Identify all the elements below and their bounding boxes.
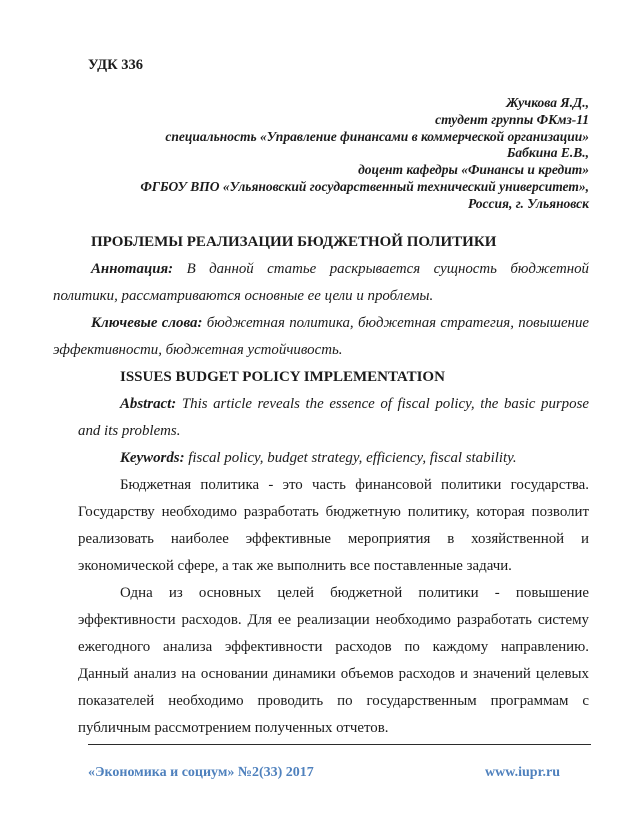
- keywords-ru-text: бюджетная политика, бюджетная стратегия, повышение эффективности, бюджетная устойчивость.: [53, 314, 589, 358]
- keywords-ru-paragraph: [53, 310, 589, 364]
- udk-code: УДК 336: [88, 57, 144, 73]
- annotation-label: Аннотация:: [91, 260, 174, 277]
- body-paragraph: Бюджетная политика - это часть финансовой политики государства. Государству необходимо разработать бюджетную политику, которая позволит реализовать наиболее эффективные мероприятия в хозяйственной и экономической сфере, а так же выполнить все поставленные задачи.: [78, 476, 589, 574]
- page-footer: [88, 764, 560, 782]
- journal-website-link[interactable]: www.iupr.ru: [485, 765, 560, 780]
- author-affiliation-line: специальность «Управление финансами в коммерческой организации»: [165, 128, 589, 144]
- journal-issue-label: «Экономика и социум» №2(33) 2017: [88, 765, 314, 780]
- keywords-en-label: Keywords:: [120, 449, 185, 466]
- author-location-line: Россия, г. Ульяновск: [468, 195, 589, 211]
- author-name-line: Бабкина Е.В.,: [506, 145, 589, 161]
- author-affiliation-line: ФГБОУ ВПО «Ульяновский государственный технический университет»,: [140, 178, 589, 194]
- keywords-ru-label: Ключевые слова:: [91, 314, 203, 331]
- keywords-en-paragraph: [78, 445, 589, 472]
- footer-divider: [88, 744, 591, 745]
- author-block: [78, 95, 589, 213]
- abstract-text: This article reveals the essence of fiscal policy, the basic purpose and its problems.: [78, 395, 589, 439]
- annotation-paragraph: [53, 256, 589, 310]
- abstract-paragraph: [78, 391, 589, 445]
- keywords-en-text: fiscal policy, budget strategy, efficiency, fiscal stability.: [188, 449, 517, 466]
- author-affiliation-line: доцент кафедры «Финансы и кредит»: [358, 162, 589, 178]
- article-title-ru: ПРОБЛЕМЫ РЕАЛИЗАЦИИ БЮДЖЕТНОЙ ПОЛИТИКИ: [91, 233, 497, 250]
- abstract-label: Abstract:: [120, 395, 177, 412]
- annotation-text: В данной статье раскрывается сущность бюджетной политики, рассматриваются основные ее цели и проблемы.: [53, 260, 589, 304]
- body-paragraph: Одна из основных целей бюджетной политики - повышение эффективности расходов. Для ее реализации необходимо разработать систему ежегодного анализа эффективности расходов по каждому направлению. Данный анализ на основании динамики объемов расходов и значений целевых показателей необходимо проводить по государственным программам с публичным рассмотрением полученных отчетов.: [78, 584, 589, 736]
- author-name-line: Жучкова Я.Д.,: [506, 95, 589, 110]
- article-title-en: ISSUES BUDGET POLICY IMPLEMENTATION: [120, 368, 445, 385]
- author-affiliation-line: студент группы ФКмз-11: [435, 111, 589, 127]
